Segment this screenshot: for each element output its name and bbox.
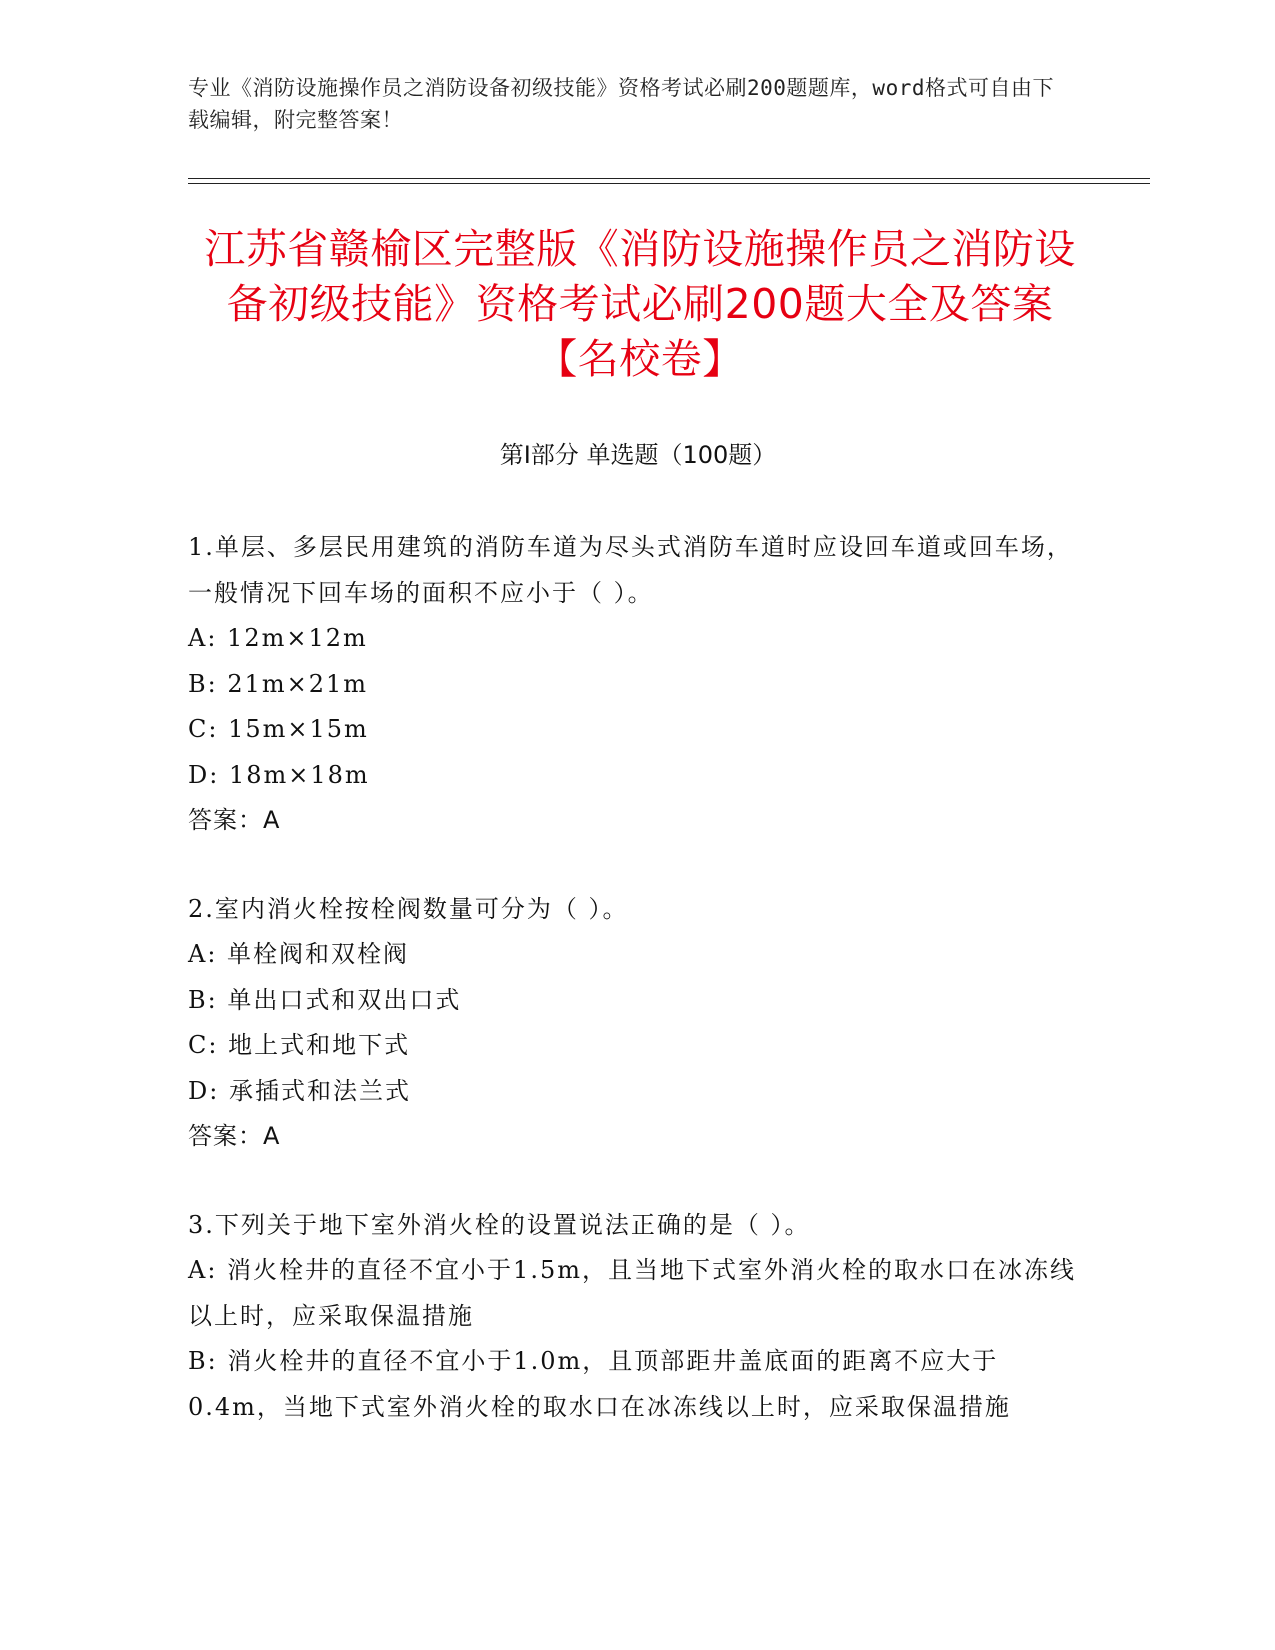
- header-divider-bottom: [188, 183, 1150, 184]
- question-1: [188, 525, 1088, 844]
- answer: 答案：A: [188, 1122, 281, 1150]
- header-note: 专业《消防设施操作员之消防设备初级技能》资格考试必刷200题题库，word格式可自由下载编辑，附完整答案！: [188, 76, 1054, 132]
- option-a: A: 消火栓井的直径不宜小于1.5m，且当地下式室外消火栓的取水口在冰冻线以上时，应采取保温措施: [188, 1256, 1076, 1330]
- option-a: A: 12m×12m: [188, 624, 368, 652]
- option-a: A: 单栓阀和双栓阀: [188, 940, 410, 968]
- answer: 答案：A: [188, 806, 281, 834]
- option-b: B: 消火栓井的直径不宜小于1.0m，且顶部距井盖底面的距离不应大于0.4m，当地下式室外消火栓的取水口在冰冻线以上时，应采取保温措施: [188, 1347, 1011, 1421]
- question-stem: 1.单层、多层民用建筑的消防车道为尽头式消防车道时应设回车道或回车场，一般情况下回车场的面积不应小于（ ）。: [188, 533, 1073, 607]
- question-stem: 2.室内消火栓按栓阀数量可分为（ ）。: [188, 894, 629, 923]
- question-list: [188, 525, 1088, 1473]
- document-title: 江苏省赣榆区完整版《消防设施操作员之消防设备初级技能》资格考试必刷200题大全及答案【名校卷】: [204, 225, 1076, 383]
- option-c: C: 15m×15m: [188, 715, 369, 743]
- option-b: B: 21m×21m: [188, 669, 369, 698]
- question-stem: 3.下列关于地下室外消火栓的设置说法正确的是（ ）。: [188, 1210, 811, 1239]
- option-d: D: 承插式和法兰式: [188, 1076, 411, 1105]
- question-3: [188, 1203, 1088, 1431]
- section-title: 第I部分 单选题（100题）: [499, 441, 777, 469]
- option-d: D: 18m×18m: [188, 760, 370, 789]
- option-b: B: 单出口式和双出口式: [188, 985, 462, 1014]
- header-divider-top: [188, 178, 1150, 179]
- question-2: [188, 887, 1088, 1160]
- option-c: C: 地上式和地下式: [188, 1031, 411, 1059]
